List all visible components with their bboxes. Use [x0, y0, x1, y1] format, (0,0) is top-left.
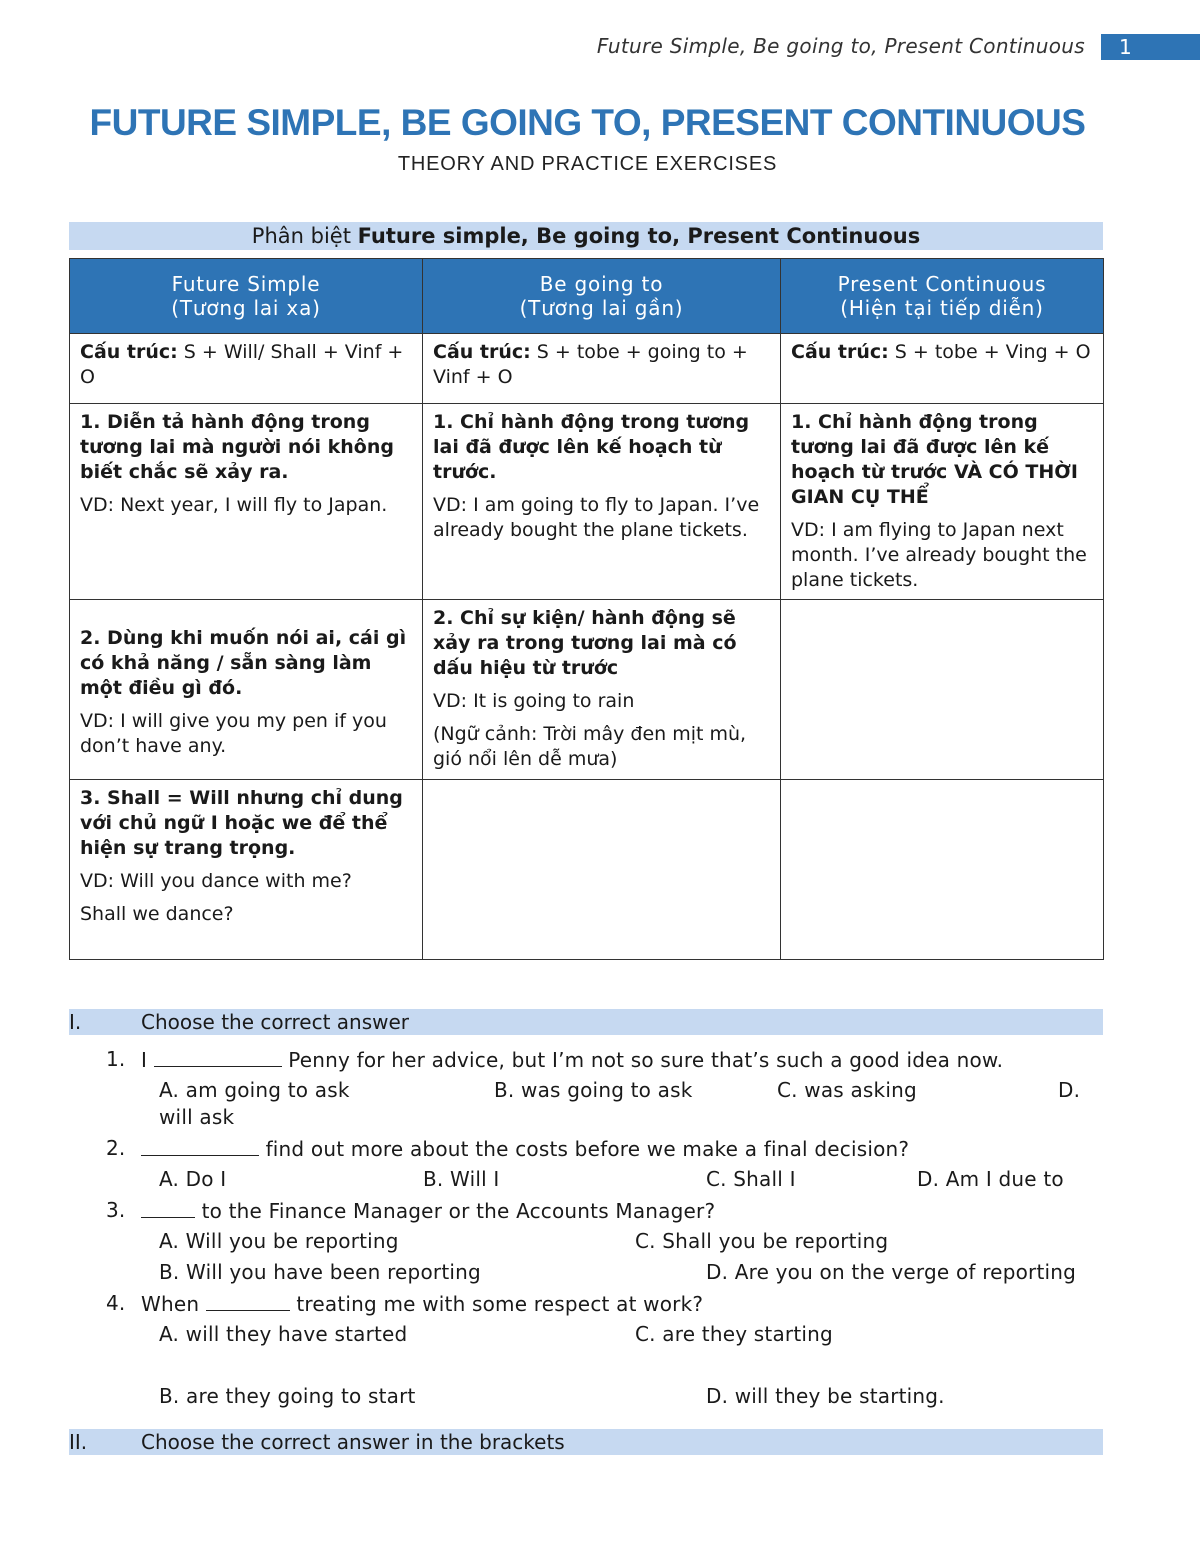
question-number: 4.	[106, 1291, 126, 1315]
question-post: to the Finance Manager or the Accounts Manager?	[201, 1199, 716, 1223]
option[interactable]: C. are they starting	[635, 1322, 833, 1346]
usage-example: VD: Will you dance with me?	[80, 870, 352, 892]
question-post: treating me with some respect at work?	[296, 1292, 704, 1316]
empty-cell	[423, 780, 781, 960]
structure-text: S + Will/ Shall + Vinf + O	[80, 341, 404, 388]
usage-cell	[781, 404, 1104, 600]
question-number: 3.	[106, 1198, 126, 1222]
empty-cell	[781, 600, 1104, 780]
comparison-table	[69, 258, 1104, 960]
usage-row-1	[70, 404, 1104, 600]
usage-rule: 1. Chỉ hành động trong tương lai đã được lên kế hoạch từ trước.	[433, 411, 750, 483]
answer-blank[interactable]	[154, 1046, 282, 1067]
option[interactable]: A. will they have started	[159, 1322, 408, 1346]
usage-example: VD: I am flying to Japan next month. I’ve already bought the plane tickets.	[791, 519, 1087, 591]
usage-cell	[70, 404, 423, 600]
header-be-going-to	[423, 259, 781, 334]
section-1-heading	[69, 1009, 1103, 1035]
document-title: FUTURE SIMPLE, BE GOING TO, PRESENT CONTINUOUS	[89, 102, 1086, 143]
header-present-continuous	[781, 259, 1104, 334]
section-number: I.	[69, 1010, 82, 1034]
option[interactable]: D. will they be starting.	[706, 1384, 945, 1408]
empty-cell	[781, 780, 1104, 960]
usage-example: Shall we dance?	[80, 903, 234, 925]
structure-text: S + tobe + Ving + O	[888, 341, 1091, 363]
usage-rule: 1. Diễn tả hành động trong tương lai mà người nói không biết chắc sẽ xảy ra.	[80, 411, 394, 483]
option[interactable]: D. Are you on the verge of reporting	[706, 1260, 1077, 1284]
option[interactable]: C. Shall I	[706, 1167, 796, 1191]
header-line2: (Tương lai gần)	[519, 296, 684, 320]
question-text	[141, 1135, 909, 1162]
question-pre: I	[141, 1048, 148, 1072]
document-subtitle: THEORY AND PRACTICE EXERCISES	[397, 153, 778, 175]
structure-label: Cấu trúc:	[80, 341, 178, 363]
usage-note: (Ngữ cảnh: Trời mây đen mịt mù, gió nổi lên dễ mưa)	[433, 723, 747, 770]
usage-cell	[70, 600, 423, 780]
question-text	[141, 1046, 1003, 1073]
section-label: Choose the correct answer	[141, 1010, 409, 1034]
running-header: Future Simple, Be going to, Present Continuous	[596, 34, 1085, 58]
header-line1: Present Continuous	[837, 272, 1047, 296]
page-number: 1	[1101, 34, 1200, 60]
usage-cell	[70, 780, 423, 960]
answer-blank[interactable]	[141, 1135, 259, 1156]
answer-blank[interactable]	[141, 1197, 195, 1218]
option[interactable]: A. Will you be reporting	[159, 1229, 399, 1253]
structure-label: Cấu trúc:	[433, 341, 531, 363]
usage-example: VD: I will give you my pen if you don’t have any.	[80, 710, 387, 757]
structure-row	[70, 334, 1104, 404]
option[interactable]: B. Will you have been reporting	[159, 1260, 481, 1284]
option-continued[interactable]: will ask	[159, 1105, 235, 1129]
header-line2: (Tương lai xa)	[171, 296, 321, 320]
answer-blank[interactable]	[206, 1290, 290, 1311]
structure-cell	[781, 334, 1104, 404]
table-caption	[69, 222, 1103, 250]
usage-example: VD: Next year, I will fly to Japan.	[80, 494, 388, 516]
option[interactable]: B. Will I	[423, 1167, 500, 1191]
question-number: 2.	[106, 1136, 126, 1160]
section-label: Choose the correct answer in the brackets	[141, 1430, 565, 1454]
question-text	[141, 1197, 715, 1224]
header-line1: Future Simple	[171, 272, 321, 296]
question-post: find out more about the costs before we make a final decision?	[265, 1137, 910, 1161]
usage-cell	[423, 404, 781, 600]
header-line2: (Hiện tại tiếp diễn)	[840, 296, 1044, 320]
header-line1: Be going to	[539, 272, 664, 296]
question-text	[141, 1290, 703, 1317]
usage-rule: 2. Dùng khi muốn nói ai, cái gì có khả năng / sẵn sàng làm một điều gì đó.	[80, 627, 407, 699]
usage-row-2	[70, 600, 1104, 780]
table-header-row	[70, 259, 1104, 334]
usage-rule: 2. Chỉ sự kiện/ hành động sẽ xảy ra trong tương lai mà có dấu hiệu từ trước	[433, 607, 737, 679]
option[interactable]: C. was asking	[777, 1078, 917, 1102]
usage-example: VD: It is going to rain	[433, 690, 635, 712]
table-caption-prefix: Phân biệt	[251, 224, 358, 248]
structure-label: Cấu trúc:	[791, 341, 889, 363]
option[interactable]: A. am going to ask	[159, 1078, 350, 1102]
question-post: Penny for her advice, but I’m not so sure that’s such a good idea now.	[288, 1048, 1004, 1072]
structure-cell	[423, 334, 781, 404]
usage-rule: 1. Chỉ hành động trong tương lai đã được lên kế hoạch từ trước VÀ CÓ THỜI GIAN CỤ THỂ	[791, 411, 1078, 508]
structure-text: S + tobe + going to + Vinf + O	[433, 341, 748, 388]
option[interactable]: C. Shall you be reporting	[635, 1229, 889, 1253]
usage-cell	[423, 600, 781, 780]
usage-rule: 3. Shall = Will nhưng chỉ dung với chủ ngữ I hoặc we để thể hiện sự trang trọng.	[80, 787, 403, 859]
table-caption-bold: Future simple, Be going to, Present Continuous	[357, 224, 921, 248]
option[interactable]: B. was going to ask	[494, 1078, 693, 1102]
option[interactable]: D.	[1058, 1078, 1081, 1102]
structure-cell	[70, 334, 423, 404]
question-pre: When	[141, 1292, 200, 1316]
option[interactable]: B. are they going to start	[159, 1384, 416, 1408]
header-future-simple	[70, 259, 423, 334]
usage-row-3	[70, 780, 1104, 960]
section-2-heading	[69, 1429, 1103, 1455]
question-number: 1.	[106, 1047, 126, 1071]
option[interactable]: A. Do I	[159, 1167, 227, 1191]
section-number: II.	[69, 1430, 88, 1454]
usage-example: VD: I am going to fly to Japan. I’ve already bought the plane tickets.	[433, 494, 760, 541]
option[interactable]: D. Am I due to	[917, 1167, 1064, 1191]
